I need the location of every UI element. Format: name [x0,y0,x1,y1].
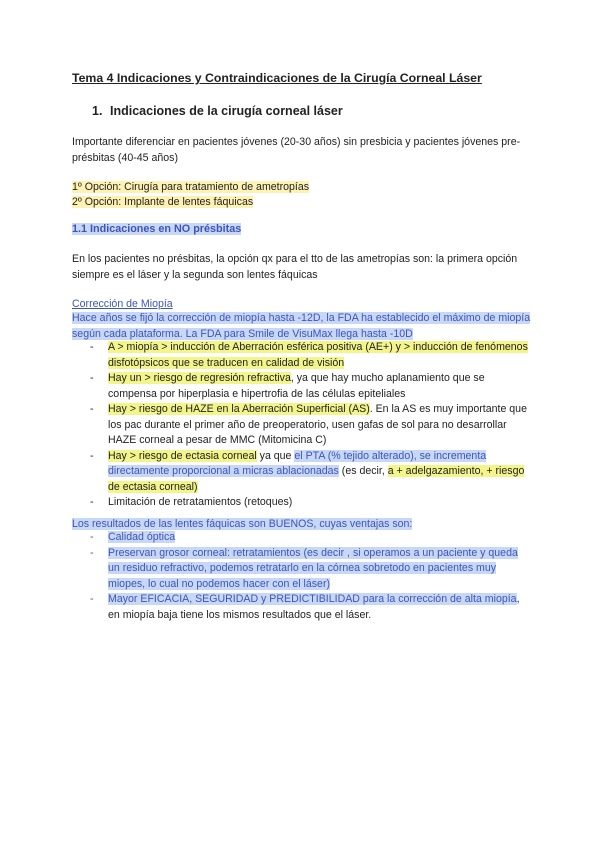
bullet-dash: - [90,546,94,559]
miopia-bullet-3-rest: . En la AS es muy importante que los pac durante el primer año de preoperatorio, usen gafas de sol para no desarrollar HAZE corneal a pesar de MMC (Mitomicina C) [108,403,527,446]
list-item [90,449,530,496]
miopia-bullet-3-highlight: Hay > riesgo de HAZE en la Aberración Superficial (AS) [108,403,370,415]
no-presbitas-paragraph: En los pacientes no présbitas, la opción qx para el tto de las ametropías son: la primera opción siempre es el láser y la segunda son lentes fáquicas [72,253,518,281]
option-2 [72,194,532,210]
list-item [90,340,530,371]
faquicas-bullet-3-highlight: Mayor EFICACIA, SEGURIDAD y PREDICTIBILIDAD para la corrección de alta miopía [108,593,517,605]
miopia-bullet-2-highlight: Hay un > riesgo de regresión refractiva [108,372,291,384]
bullet-dash: - [90,403,94,415]
faquicas-bullet-2-highlight: Preservan grosor corneal [108,546,227,559]
option-1 [72,179,532,195]
miopia-bullet-4-mid-2: (es decir, [338,465,388,477]
section-1-1-heading [72,223,241,235]
miopia-paragraph [72,310,532,342]
faquicas-bullet-1: Calidad óptica [108,531,176,543]
bullet-dash: - [90,372,94,384]
section-1-label: Indicaciones de la cirugía corneal láser [110,104,343,118]
list-item [90,546,530,593]
option-2-text: 2º Opción: Implante de lentes fáquicas [72,196,254,208]
bullet-dash: - [90,341,94,353]
faquicas-heading-text: Los resultados de las lentes fáquicas son BUENOS, cuyas ventajas son: [72,518,413,530]
miopia-bullet-4-highlight-1: Hay > riesgo de ectasia corneal [108,449,257,462]
intro-paragraph: Importante diferenciar en pacientes jóvenes (20-30 años) sin presbicia y pacientes jóvenes pre-présbitas (40-45 años) [72,136,521,164]
document-title: Tema 4 Indicaciones y Contraindicaciones de la Cirugía Corneal Láser [72,71,482,85]
miopia-list [90,340,530,511]
list-item [90,530,530,546]
section-1-1-label: 1.1 Indicaciones en NO présbitas [72,223,242,235]
list-item [90,371,530,402]
miopia-paragraph-text: Hace años se fijó la corrección de miopía hasta -12D, la FDA ha establecido el máximo de miopía según cada plataforma. La FDA para Smile de VisuMax llega hasta -10D [72,312,531,340]
miopia-bullet-4-highlight-2: el PTA (% tejido alterado), se incrementa directamente proporcional a micras ablacionadas [108,449,487,477]
miopia-bullet-4-highlight-3: a + adelgazamiento, + riesgo de ectasia corneal) [108,465,525,493]
option-1-text: 1º Opción: Cirugía para tratamiento de ametropías [72,181,310,193]
faquicas-list [90,530,530,623]
bullet-dash: - [90,449,94,462]
bullet-dash: - [90,531,94,543]
list-item [90,592,530,623]
list-item [90,402,530,449]
miopia-bullet-2-rest: , ya que hay mucho aplanamiento que se compensa por hiperplasia e hipertrofia de las células epiteliales [108,372,485,400]
faquicas-bullet-2-rest: : retratamientos (es decir , si operamos a un paciente y queda un residuo refractivo, podemos retratarlo en la córnea sobretodo en pacientes muy miopes, lo cual no podemos hacer con el láser) [108,546,518,590]
bullet-dash: - [90,496,94,508]
faquicas-bullet-3-rest: , en miopía baja tiene los mismos resultados que el láser. [108,593,520,621]
miopia-bullet-1: A > miopía > inducción de Aberración esférica positiva (AE+) y > inducción de fenómenos disfotópsicos que se traducen en calidad de visión [108,341,528,369]
miopia-bullet-4-mid-1: ya que [256,449,295,462]
section-1-number: 1. [92,104,103,118]
list-item [90,495,530,511]
miopia-bullet-5: Limitación de retratamientos (retoques) [108,496,293,508]
miopia-heading-text: Corrección de Miopía [72,298,173,310]
section-1-heading [92,104,343,118]
bullet-dash: - [90,593,94,605]
